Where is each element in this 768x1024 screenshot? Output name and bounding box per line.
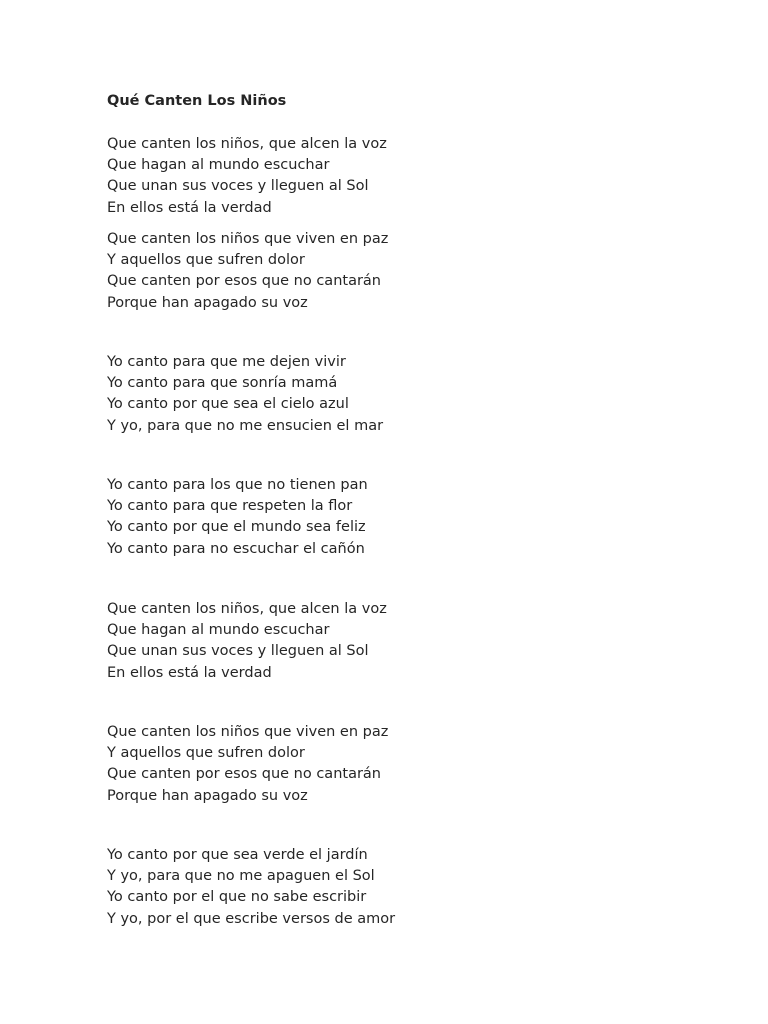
verse-line: Yo canto por que sea el cielo azul xyxy=(107,396,349,413)
verse-line: Y yo, para que no me ensucien el mar xyxy=(107,417,384,434)
stanza-2 xyxy=(107,229,667,314)
verse-line: En ellos está la verdad xyxy=(107,199,272,216)
verse-line: Que unan sus voces y lleguen al Sol xyxy=(107,178,369,195)
verse-line: Yo canto para que sonría mamá xyxy=(107,375,338,392)
verse-line: Yo canto por que sea verde el jardín xyxy=(107,847,368,863)
verse-line: Y aquellos que sufren dolor xyxy=(107,745,305,762)
verse-line: Que hagan al mundo escuchar xyxy=(107,622,330,639)
verse-line: Que canten por esos que no cantarán xyxy=(107,766,381,783)
verse-line: Yo canto para los que no tienen pan xyxy=(107,477,368,493)
verse-line: Y aquellos que sufren dolor xyxy=(107,252,305,269)
verse-line: Que unan sus voces y lleguen al Sol xyxy=(107,643,369,660)
stanza-1 xyxy=(107,134,667,219)
stanza-7 xyxy=(107,845,667,930)
verse-line: Porque han apagado su voz xyxy=(107,787,308,804)
verse-line: Que canten por esos que no cantarán xyxy=(107,273,381,290)
verse-line: Yo canto por que el mundo sea feliz xyxy=(107,519,366,536)
verse-line: Porque han apagado su voz xyxy=(107,294,308,311)
verse-line: Yo canto por el que no sabe escribir xyxy=(107,889,367,906)
verse-line: Que canten los niños que viven en paz xyxy=(107,231,389,247)
verse-line: Que canten los niños, que alcen la voz xyxy=(107,136,387,152)
verse-line: Que canten los niños, que alcen la voz xyxy=(107,601,387,617)
verse-line: En ellos está la verdad xyxy=(107,664,272,681)
stanza-4 xyxy=(107,475,667,560)
verse-line: Y yo, por el que escribe versos de amor xyxy=(107,910,396,927)
stanza-5 xyxy=(107,599,667,684)
verse-line: Que canten los niños que viven en paz xyxy=(107,724,389,740)
verse-line: Y yo, para que no me apaguen el Sol xyxy=(107,868,375,885)
stanza-6 xyxy=(107,722,667,807)
stanza-3 xyxy=(107,352,667,437)
verse-line: Que hagan al mundo escuchar xyxy=(107,157,330,174)
verse-line: Yo canto para no escuchar el cañón xyxy=(107,540,365,557)
verse-line: Yo canto para que respeten la flor xyxy=(107,498,353,515)
verse-line: Yo canto para que me dejen vivir xyxy=(107,354,346,370)
song-title: Qué Canten Los Niños xyxy=(107,93,287,109)
